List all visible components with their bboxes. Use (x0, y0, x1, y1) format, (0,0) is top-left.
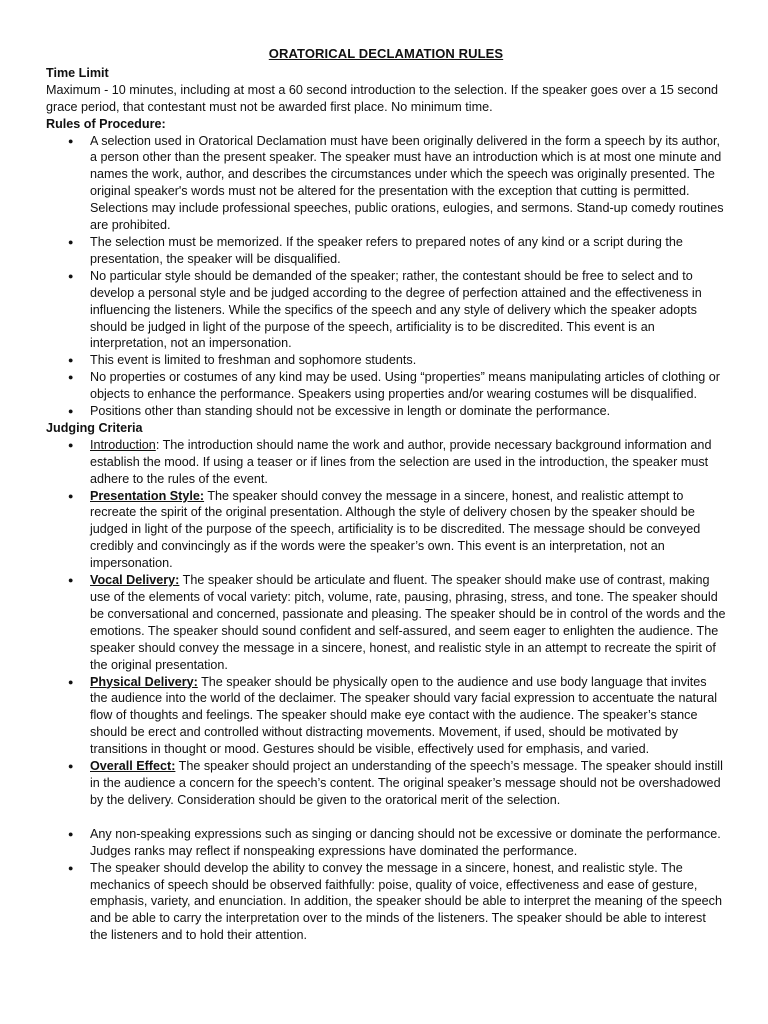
rules-list (46, 133, 726, 420)
bullet-icon: ● (68, 828, 74, 839)
time-limit-text: Maximum - 10 minutes, including at most a 60 second introduction to the selection. If the speaker goes over a 15 second grace period, that contestant must not be awarded first place. No minimum time. (46, 82, 719, 114)
bullet-icon: ● (68, 406, 74, 417)
bullet-icon: ● (68, 761, 74, 772)
criterion-term: Physical Delivery: (90, 674, 198, 689)
rule-text: The selection must be memorized. If the speaker refers to prepared notes of any kind or a script during the presentation, the speaker will be disqualified. (90, 234, 683, 266)
list-item (46, 758, 726, 809)
document-page (46, 46, 726, 944)
criterion-term: Overall Effect: (90, 759, 176, 774)
list-item (46, 268, 726, 353)
list-item (46, 133, 726, 234)
criterion-text: The speaker should be physically open to the audience and use body language that invites the audience into the world of the declaimer. The speaker should vary facial expression to accentuate the natural flow of thoughts and feelings. The speaker should make eye contact with the audience. The speaker’s stance should be erect and controlled without distracting movements. Movement, if used, should be motivated by transitions in thought or mood. Gestures should be visible, effectively used for emphasis, and varied. (90, 674, 718, 757)
blank-line (46, 809, 726, 826)
bullet-icon: ● (68, 135, 74, 146)
bullet-icon: ● (68, 270, 74, 281)
rule-text: This event is limited to freshman and sophomore students. (90, 353, 417, 368)
criterion-term: Presentation Style: (90, 488, 205, 503)
bullet-icon: ● (68, 355, 74, 366)
bullet-icon: ● (68, 372, 74, 383)
bullet-icon: ● (68, 862, 74, 873)
bullet-icon: ● (68, 490, 74, 501)
section-heading-time-limit: Time Limit (46, 65, 109, 80)
criteria-list (46, 437, 726, 809)
list-item (46, 403, 726, 420)
criterion-term: Introduction (90, 437, 156, 452)
additional-criteria-list (46, 826, 726, 944)
bullet-icon: ● (68, 676, 74, 687)
criterion-text: Any non-speaking expressions such as singing or dancing should not be excessive or dominate the performance. Judges ranks may reflect if nonspeaking expressions have dominated the performance. (90, 826, 721, 858)
list-item (46, 369, 726, 403)
rule-text: Positions other than standing should not be excessive in length or dominate the performance. (90, 404, 611, 419)
criterion-text: The introduction should name the work and author, provide necessary background information and establish the mood. If using a teaser or if lines from the selection are used in the introduction, the speaker must adhere to the rules of the event. (90, 437, 712, 486)
criterion-text: The speaker should project an understanding of the speech’s message. The speaker should instill in the audience a concern for the speech’s content. The original speaker’s message should not be overshadowed by the delivery. Consideration should be given to the oratorical merit of the selection. (90, 759, 723, 807)
bullet-icon: ● (68, 575, 74, 586)
criterion-text: The speaker should convey the message in a sincere, honest, and realistic attempt to recreate the spirit of the original presentation. Although the style of delivery chosen by the speaker should be judged in light of the purpose of the speech, artificiality is to be discredited. The message should be conveyed credibly and convincingly as if the words were the speaker’s own. This event is an interpretation, not an impersonation. (90, 488, 701, 571)
list-item (46, 352, 726, 369)
rule-text: No properties or costumes of any kind may be used. Using “properties” means manipulating articles of clothing or objects to enhance the performance. Speakers using properties and/or wearing costumes will be disqualified. (90, 370, 720, 402)
bullet-icon: ● (68, 439, 74, 450)
list-item (46, 860, 726, 945)
list-item (46, 826, 726, 860)
list-item (46, 488, 726, 573)
bullet-icon: ● (68, 236, 74, 247)
section-heading-judging: Judging Criteria (46, 420, 143, 435)
criterion-text: The speaker should develop the ability to convey the message in a sincere, honest, and realistic style. The mechanics of speech should be observed faithfully: poise, quality of voice, effectiveness and ease of gesture, emphasis, variety, and enunciation. In addition, the speaker should be able to interpret the meaning of the speech and be able to carry the interpretation over to the minds of the listeners. The speaker should be able to interest the listeners and to hold their attention. (90, 860, 722, 943)
document-title: ORATORICAL DECLAMATION RULES (268, 46, 504, 61)
list-item (46, 674, 726, 759)
list-item (46, 234, 726, 268)
criterion-sep: : (155, 437, 160, 452)
criterion-term: Vocal Delivery: (90, 573, 180, 588)
section-heading-rules: Rules of Procedure: (46, 116, 166, 131)
rule-text: No particular style should be demanded of the speaker; rather, the contestant should be free to select and to develop a personal style and be judged according to the degree of perfection attained and the effectiveness in influencing the listeners. While the specifics of the speech and any style of delivery which the speaker adopts should be judged in light of the purpose of the speech, artificiality is to be discredited. This event is an interpretation, not an impersonation. (90, 268, 702, 351)
rule-text: A selection used in Oratorical Declamation must have been originally delivered in the form a speech by its author, a person other than the present speaker. The speaker must have an introduction which is at most one minute and names the work, author, and describes the circumstances under which the speech was originally presented. The original speaker's words must not be altered for the presentation with the exception that cutting is permitted. Selections may include professional speeches, public orations, eulogies, and sermons. Stand-up comedy routines are prohibited. (90, 133, 724, 233)
list-item (46, 437, 726, 488)
criterion-text: The speaker should be articulate and fluent. The speaker should make use of contrast, making use of the elements of vocal variety: pitch, volume, rate, pausing, phrasing, stress, and tone. The speaker should be conversational and concerned, passionate and pleasing. The speaker should be in control of the words and the emotions. The speaker should sound confident and self-assured, and seem eager to enlighten the audience. The speaker should convey the message in a sincere, honest, and realistic style in an attempt to recreate the spirit of the original presentation. (90, 573, 726, 672)
list-item (46, 572, 726, 673)
